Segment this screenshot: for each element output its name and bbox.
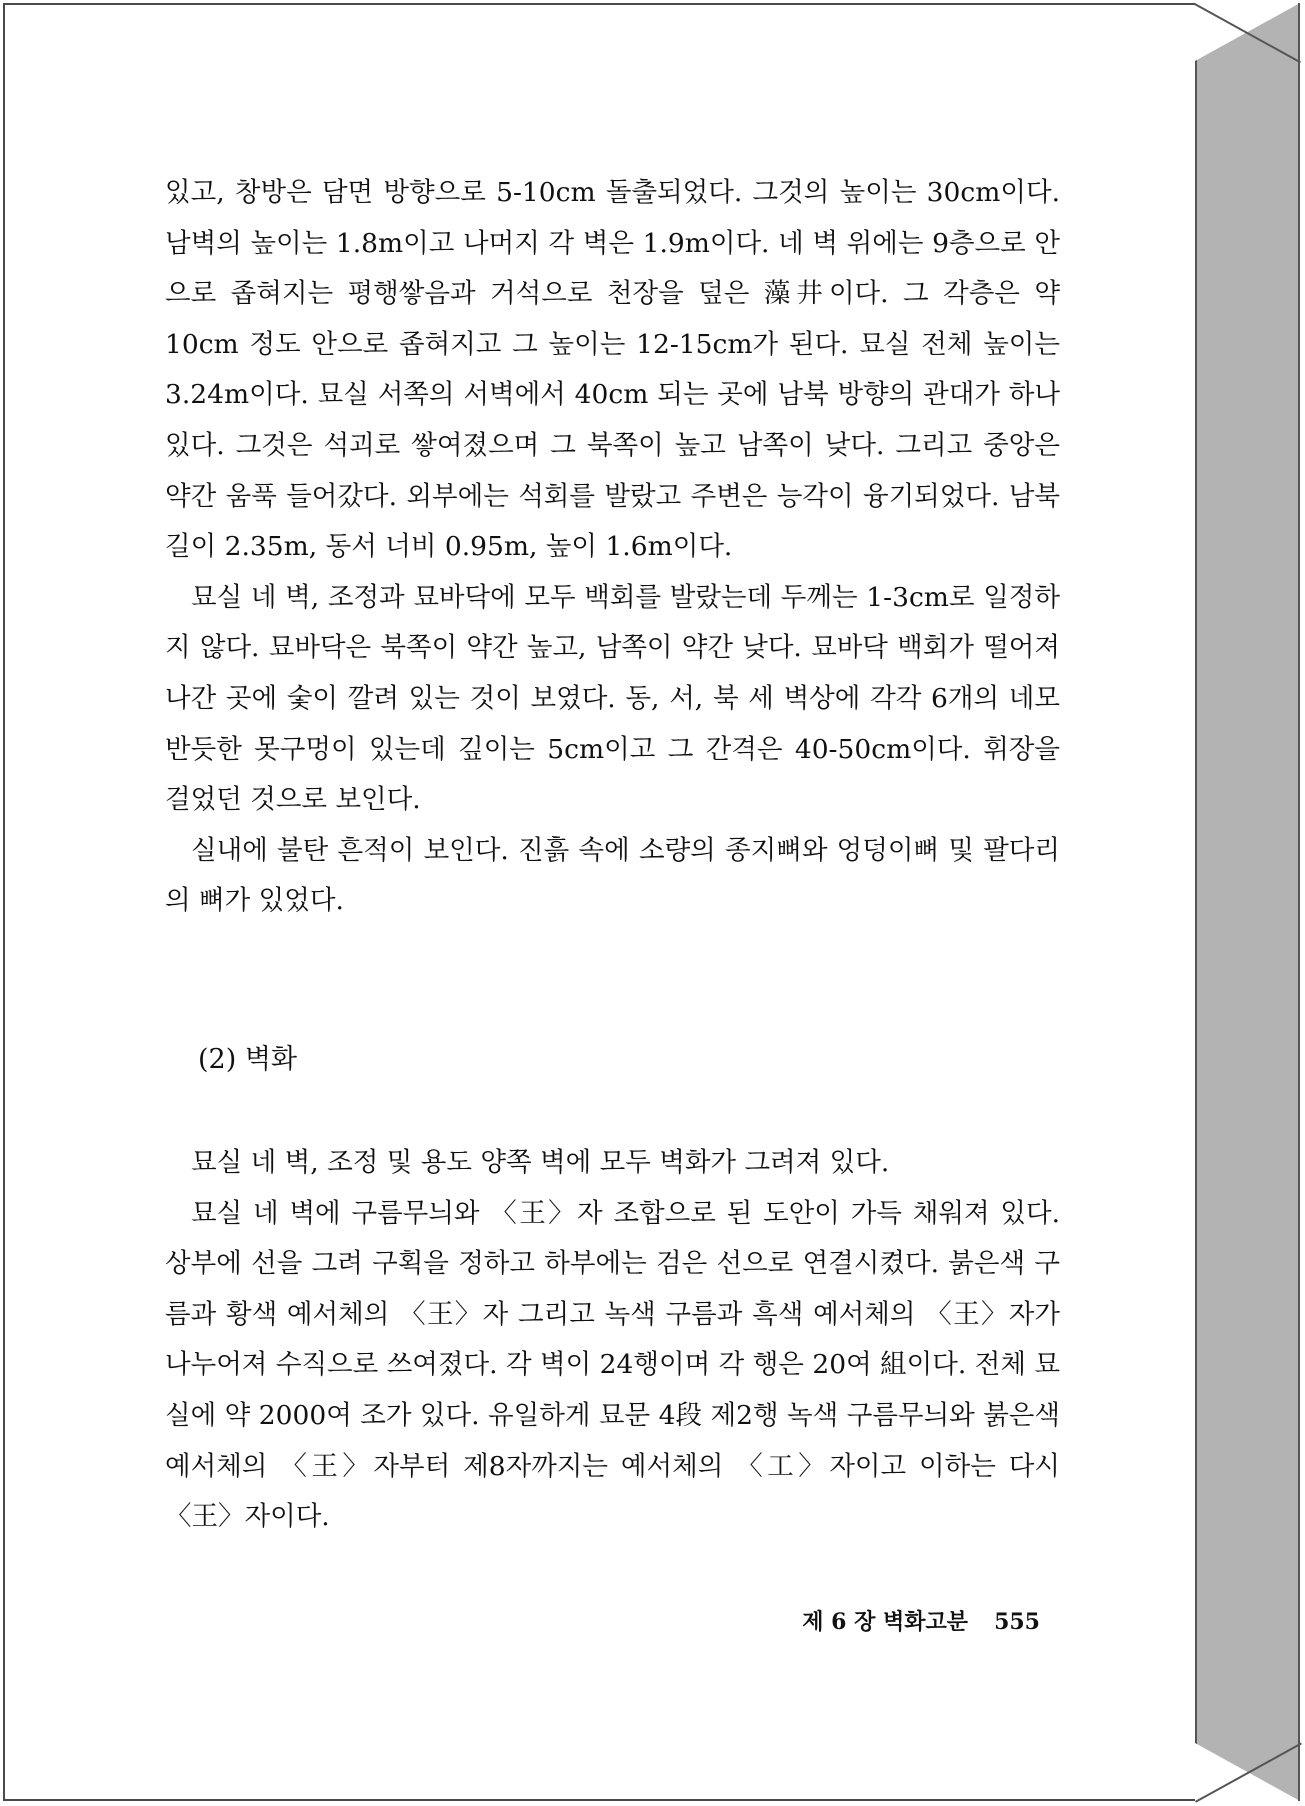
- page-number: 555: [994, 1609, 1040, 1635]
- section-heading: (2) 벽화: [198, 1044, 297, 1075]
- book-edge-right-line: [1298, 3, 1300, 1801]
- page-footer: [760, 1605, 1040, 1636]
- book-page-edge: [1195, 3, 1300, 1801]
- chapter-title: 제 6 장 벽화고분: [802, 1609, 969, 1635]
- body-text: [165, 168, 1060, 927]
- section-paragraph-1: 묘실 네 벽, 조정 및 용도 양쪽 벽에 모두 벽화가 그려져 있다.: [191, 1147, 890, 1178]
- section-paragraph-2: 묘실 네 벽에 구름무늬와 〈王〉자 조합으로 된 도안이 가득 채워져 있다. 상부에 선을 그려 구획을 정하고 하부에는 검은 선으로 연결시켰다. 붉은색 구름과 황색 예서체의 〈王〉자 그리고 녹색 구름과 흑색 예서체의 〈王〉자가 나누어져 수직으로 쓰여졌다. 각 벽이 24행이며 각 행은 20여 組이다. 전체 묘실에 약 2000여 조가 있다. 유일하게 묘문 4段 제2행 녹색 구름무늬와 붉은색 예서체의 〈王〉자부터 제8자까지는 예서체의 〈工〉자이고 이하는 다시 〈王〉자이다.: [165, 1197, 1060, 1533]
- paragraph-3: 실내에 불탄 흔적이 보인다. 진흙 속에 소량의 종지뼈와 엉덩이뼈 및 팔다리의 뼈가 있었다.: [165, 834, 1060, 917]
- paragraph-2: 묘실 네 벽, 조정과 묘바닥에 모두 백회를 발랐는데 두께는 1-3cm로 일정하지 않다. 묘바닥은 북쪽이 약간 높고, 남쪽이 약간 낮다. 묘바닥 백회가 떨어져 나간 곳에 숯이 깔려 있는 것이 보였다. 동, 서, 북 세 벽상에 각각 6개의 네모 반듯한 못구멍이 있는데 깊이는 5cm이고 그 간격은 40-50cm이다. 휘장을 걸었던 것으로 보인다.: [165, 581, 1060, 816]
- paragraph-1: 있고, 창방은 담면 방향으로 5-10cm 돌출되었다. 그것의 높이는 30cm이다. 남벽의 높이는 1.8m이고 나머지 각 벽은 1.9m이다. 네 벽 위에는 9층으로 안으로 좁혀지는 평행쌓음과 거석으로 천장을 덮은 藻井이다. 그 각층은 약 10cm 정도 안으로 좁혀지고 그 높이는 12-15cm가 된다. 묘실 전체 높이는 3.24m이다. 묘실 서쪽의 서벽에서 40cm 되는 곳에 남북 방향의 관대가 하나 있다. 그것은 석괴로 쌓여졌으며 그 북쪽이 높고 남쪽이 낮다. 그리고 중앙은 약간 움푹 들어갔다. 외부에는 석회를 발랐고 주변은 능각이 융기되었다. 남북 길이 2.35m, 동서 너비 0.95m, 높이 1.6m이다.: [165, 177, 1060, 563]
- section-body-text: [165, 1138, 1060, 1543]
